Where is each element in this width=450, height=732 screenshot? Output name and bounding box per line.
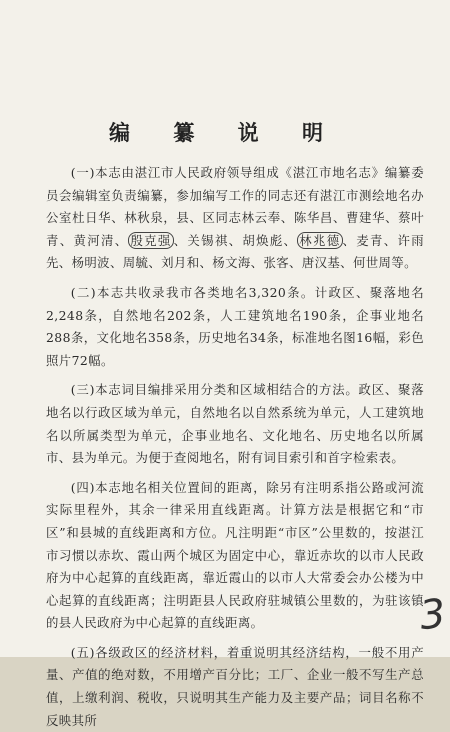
paragraph-p3: [46, 379, 424, 469]
paragraph-p4: [46, 477, 424, 635]
paragraph-text: (一)本志由湛江市人民政府领导组成《湛江市地名志》编纂委员会编辑室负责编纂，参加编写工作的同志还有湛江市测绘地名办公室杜日华、林秋泉，县、区同志林云奉、陈华昌、曹建华、蔡叶青、黄河清、: [46, 165, 424, 248]
paragraph-p1: [46, 162, 424, 275]
handwritten-page-number: 3: [417, 590, 448, 640]
paragraph-text: (五)各级政区的经济材料，着重说明其经济结构，一般不用产量、产值的绝对数，不用增产百分比；工厂、企业一般不写生产总值，上缴利润、税收，只说明其生产能力及主要产品；词目名称不反映其所: [46, 644, 424, 728]
paragraph-text: (二)本志共收录我市各类地名3,320条。计政区、聚落地名2,248条，自然地名202条，人工建筑地名190条，企事业地名288条，文化地名358条，历史地名34条，标准地名图16幅，彩色照片72幅。: [46, 284, 424, 368]
document-body: [46, 162, 424, 732]
paragraph-text: 、关锡祺、胡焕彪、: [173, 232, 298, 248]
circled-name: 林兆德: [299, 232, 341, 248]
paragraph-p2: [46, 282, 424, 372]
circled-name: 殷克强: [130, 232, 172, 248]
paragraph-text: (三)本志词目编排采用分类和区域相结合的方法。政区、聚落地名以行政区域为单元，自然地名以自然系统为单元，人工建筑地名以所属类型为单元，企事业地名、文化地名、历史地名以所属市、县为单元。为便于查阅地名，附有词目索引和首字检索表。: [46, 382, 424, 466]
document-title: 编 纂 说 明: [109, 120, 341, 145]
paragraph-p5: [46, 642, 424, 732]
paragraph-text: 、麦青、许雨先、杨明波、周毓、刘月和、杨文海、张客、唐汉基、何世周等。: [46, 232, 424, 271]
paragraph-text: (四)本志地名相关位置间的距离，除另有注明系指公路或河流实际里程外，其余一律采用直线距离。计算方法是根据它和“市区”和县城的直线距离和方位。凡注明距“市区”公里数的，按湛江市习惯以赤坎、霞山两个城区为固定中心，靠近赤坎的以市人民政府为中心起算的直线距离，靠近霞山的以市人大常委会办公楼为中心起算的直线距离；注明距县人民政府驻城镇公里数的，为驻该镇的县人民政府为中心起算的直线距离。: [46, 479, 424, 631]
